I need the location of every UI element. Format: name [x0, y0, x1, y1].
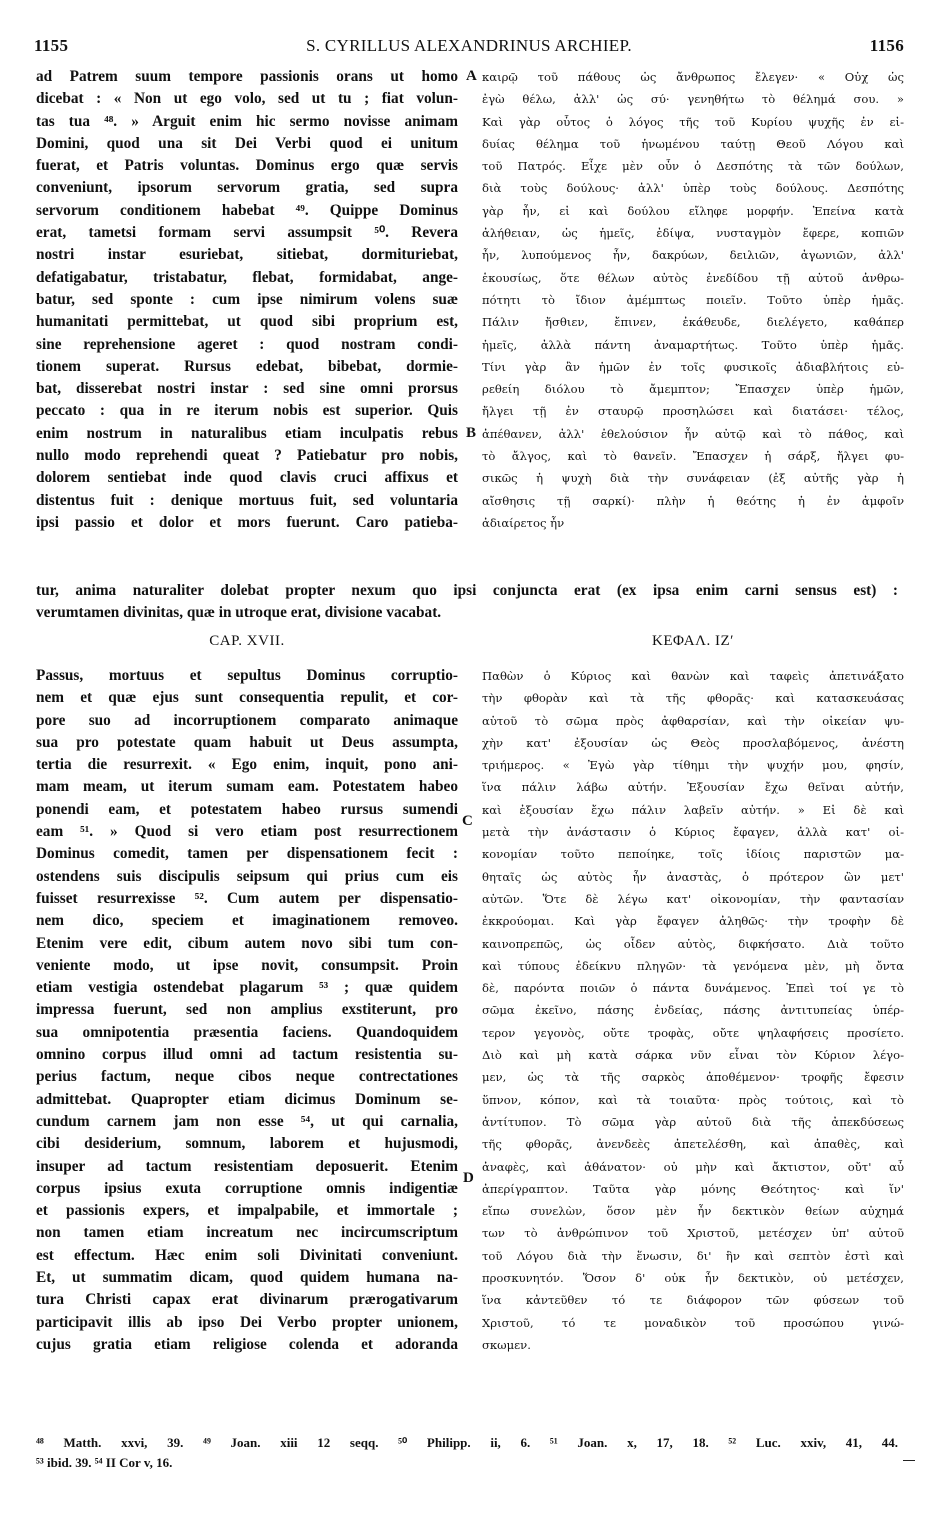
greek-text-line: χὴν κατ' ἐξουσίαν ὡς Θεὸς προσλαβόμενος, ἀνέστη	[482, 735, 904, 750]
greek-text-line: ἀναφὲς, καὶ ἀθάνατον· οὐ μὴν καὶ ἄκτιστον, οὔτ' αὖ	[482, 1159, 904, 1174]
greek-text-line: δυίας θέλημα τοῦ ἡνωμένου ταύτῃ Θεοῦ Λόγου καὶ	[482, 136, 904, 151]
greek-text-line: ἀπερίγραπτον. Ταῦτα γὰρ μόνης Θεότητος· καὶ ἵν'	[482, 1181, 904, 1196]
greek-text-line: εἴπω συνελὼν, ὅσον μὲν ἦν δεκτικὸν θείων αὐχημά	[482, 1204, 904, 1219]
latin-text-line: tionem superat. Rursus edebat, bibebat, dormie-	[36, 357, 458, 375]
latin-text-line: bat, disserebat nostri instar : sed sine omni prorsus	[36, 380, 458, 398]
latin-text-line: non tamen etiam increatum nec incircumscriptum	[36, 1224, 458, 1242]
latin-text-line: Etenim vere edit, cibum autem novo sibi tum con-	[36, 934, 458, 952]
latin-text-line: tertia die resurrexit. « Ego enim, inquit, pono ani-	[36, 756, 458, 774]
latin-text-line: Dominus comedit, tamen per dispensationem fecit :	[36, 845, 458, 863]
latin-text-line: batur, sed sponte : cum ipse nimirum volens suæ	[36, 290, 458, 308]
latin-text-line: ad Patrem suum tempore passionis orans ut homo	[36, 68, 458, 85]
greek-text-line: Παθὼν ὁ Κύριος καὶ θανὼν καὶ ταφεὶς ἀπετινάξατο	[482, 669, 904, 683]
greek-text-line: Διὸ καὶ μὴ κατὰ σάρκα νῦν εἶναι τὸν Κύριον λέγο-	[482, 1048, 904, 1063]
greek-text-line: τερον γεγονὸς, οὔτε τροφὰς, οὔτε ψηλαφήσεις προσίετο.	[482, 1025, 904, 1040]
greek-text-line: καιρῷ τοῦ πάθους ὡς ἄνθρωπος ἔλεγεν· « Οὐχ ὡς	[482, 70, 904, 84]
greek-text-line: τοῦ Λόγου διὰ τὴν ἕνωσιν, δι' ἣν καὶ σεπτὸν ἐστὶ καὶ	[482, 1248, 904, 1263]
margin-marker-d: D	[463, 1170, 474, 1186]
latin-text-line: defatigabatur, tristabatur, flebat, formidabat, ange-	[36, 268, 458, 286]
greek-text-line: των τὸ ἀνθρώπινον τοῦ Χριστοῦ, μετέσχεν ὑπ' αὐτοῦ	[482, 1226, 904, 1241]
greek-text-line: ἵνα κἀντεῦθεν τό τε διάφορον τῶν φύσεων τοῦ	[482, 1293, 904, 1308]
greek-text-line: καινοπρεπῶς, ὡς οἶδεν αὐτὸς, διφκήσατο. Διὰ τοῦτο	[482, 936, 904, 951]
greek-text-line: Πάλιν ἤσθιεν, ἔπινεν, ἐκάθευδε, διελέγετο, καθάπερ	[482, 315, 904, 330]
greek-text-line: σῶμα ἐκεῖνο, πάσης ἐνδείας, πάσης ἀντιτυπείας ὑπέρ-	[482, 1003, 904, 1018]
greek-text-line: τὴν φθορὰν καὶ τὰ τῆς φθορᾶς· καὶ κατασκευάσας	[482, 691, 904, 706]
greek-text-line: ἡμεῖς, ἀλλὰ πάντη ἀναμαρτήτως. Τοῦτο ὑπὲρ ἡμᾶς.	[482, 337, 904, 352]
greek-text-line: ἵνα πάλιν λάβω αὐτήν. Ἐξουσίαν ἔχω θεῖναι αὐτήν,	[482, 780, 904, 795]
footer-dash	[903, 1460, 915, 1461]
latin-text-line: pore suo ad incorruptionem comparato animaque	[36, 711, 458, 729]
latin-text-line: ponendi eam, et potestatem habeo rursus sumendi	[36, 800, 458, 818]
latin-text-line: insuper ad tactum resistentiam deposuerit. Etenim	[36, 1157, 458, 1175]
running-header	[34, 36, 904, 56]
greek-text-line: διὰ τοὺς δούλους· ἀλλ' ὑπὲρ τοὺς δούλους. Δεσπότης	[482, 181, 904, 196]
footnotes	[36, 1433, 898, 1473]
greek-text-line: μετὰ τὴν ἀνάστασιν ὁ Κύριος ἔφαγεν, ἀλλὰ κατ' οἰ-	[482, 825, 904, 840]
latin-text-line: nem dico, speciem et imaginationem removeo.	[36, 912, 458, 930]
latin-text-line: mam meam, ut iterum sumam eam. Potestatem habeo	[36, 778, 458, 796]
latin-text-line: enim nostrum in naturalibus etiam inculpatis rebus	[36, 424, 458, 442]
greek-text-line: αἴσθησις τῇ σαρκί)· πλὴν ἡ θεότης ἡ ἐν ἀμφοῖν	[482, 493, 904, 508]
latin-text-line: erat, tametsi formam servi assumpsit ⁵⁰. Revera	[36, 224, 458, 242]
greek-text-line: ἐκκρούομαι. Καὶ γὰρ ἔφαγεν ἀληθῶς· τὴν τροφὴν δὲ	[482, 914, 904, 929]
greek-text-line: καὶ τύπους ἐδείκνυ πληγῶν· τὰ γενόμενα μὲν, μὴ ὄντα	[482, 958, 904, 973]
latin-column-top	[36, 66, 458, 534]
latin-text-line: tas tua ⁴⁸. » Arguit enim hic sermo novisse animam	[36, 112, 458, 130]
latin-text-line: ostendens suis discipulis seipsum qui prius cum eis	[36, 867, 458, 885]
greek-text-line: ἀντίτυπον. Τὸ σῶμα γὰρ αὐτοῦ διὰ τῆς ἀπεκδύσεως	[482, 1114, 904, 1129]
greek-text-line: ἀδιαίρετος ἦν	[482, 515, 565, 530]
latin-text-line: corpus ipsius exuta corruptione omnis indigentiæ	[36, 1179, 458, 1197]
latin-text-line: cundum carnem jam non esse ⁵⁴, ut qui carnalia,	[36, 1112, 458, 1130]
latin-text-line: etiam vestigia ostendebat plagarum ⁵³ ; quæ quidem	[36, 979, 458, 997]
latin-continuation-full	[36, 580, 898, 625]
greek-text-line: κονομίαν τοῦτο πεποίηκε, τοῖς ἰδίοις παριστῶν μα-	[482, 847, 904, 862]
latin-text-line: conveniunt, ipsorum servorum gratia, sed supra	[36, 179, 458, 197]
latin-text-line: fuerat, et Patris voluntas. Dominus ergo quæ servis	[36, 157, 458, 175]
latin-text-line: sine reprehensione ageret : quod nostram condi-	[36, 335, 458, 353]
latin-text-line: dolorem sentiebat inde quod clavis cruci affixus et	[36, 469, 458, 487]
latin-text-line: distentus fuit : denique mortuus fuit, sed voluntaria	[36, 491, 458, 509]
chapter-heading-latin: CAP. XVII.	[209, 633, 285, 649]
greek-text-line: πότητι τὸ ἴδιον ἀμέμπτως ποιεῖν. Τοῦτο ὑπὲρ ἡμᾶς.	[482, 292, 904, 307]
greek-text-line: γὰρ ἦν, εἰ καὶ δούλου εἴληφε μορφήν. Ἐπείνα κατὰ	[482, 203, 904, 218]
greek-text-line: Καὶ γὰρ οὗτος ὁ λόγος τῆς τοῦ Κυρίου ψυχῆς ἐν εἰ-	[482, 114, 904, 129]
greek-text-line: θηταῖς ὡς αὐτὸς ἦν ἀναστὰς, ὁ πρότερον ὢν μετ'	[482, 869, 904, 884]
margin-marker-b: B	[466, 425, 477, 441]
latin-text-line: sua omnipotentia præsentia faciens. Quandoquidem	[36, 1023, 458, 1041]
greek-text-line: Τίνι γὰρ ἂν ἡμῶν ἐν τοῖς φυσικοῖς ἀδιαβλήτοις εὑ-	[482, 359, 904, 374]
latin-column-bottom	[36, 665, 458, 1356]
greek-text-line: σικῶς ἡ ψυχὴ διὰ τὴν συνάφειαν (ἐξ αὐτῆς γὰρ ἡ	[482, 471, 904, 486]
footnote-line: ⁴⁸ Matth. xxvi, 39. ⁴⁹ Joan. xiii 12 seqq. ⁵⁰ Philipp. ii, 6. ⁵¹ Joan. x, 17, 18. ⁵² Luc. xxiv, 41, 44.	[36, 1435, 898, 1450]
greek-text-line: ρεθείη διόλου τὸ ἄμεμπτον; Ἔπασχεν ὑπὲρ ἡμῶν,	[482, 382, 904, 397]
margin-marker-c: C	[462, 813, 473, 829]
latin-text-line: ipsi passio et dolor et mors fuerunt. Caro patieba-	[36, 513, 458, 531]
page-number-left: 1155	[34, 36, 69, 55]
latin-text-line: nullo modo reprehendi queat ? Patiebatur pro nobis,	[36, 447, 458, 465]
greek-text-line: ἀλήθειαν, ὡς ἡμεῖς, ἐδίψα, νυσταγμὸν ἔφερε, κοπιῶν	[482, 226, 904, 241]
latin-text-line: Passus, mortuus et sepultus Dominus corruptio-	[36, 667, 458, 684]
latin-text-line: sua pro potestate quam habuit ut Deus assumpta,	[36, 733, 458, 751]
latin-text-line: participavit illis ab ipso Dei Verbo propter unionem,	[36, 1313, 458, 1331]
latin-text-line: verumtamen divinitas, quæ in utroque erat, divisione vacabat.	[36, 604, 442, 622]
latin-text-line: et passionis expers, et impalpabile, et immortale ;	[36, 1202, 458, 1220]
latin-text-line: omnino corpus illud omni ad tactum resistentia su-	[36, 1046, 458, 1064]
greek-text-line: αὑτοῦ τὸ σῶμα πρὸς ἀφθαρσίαν, καὶ τὴν οἰκείαν ψυ-	[482, 713, 904, 728]
greek-text-line: καὶ ἐξουσίαν ἔχω πάλιν λαβεῖν αὐτήν. » Εἰ δὲ καὶ	[482, 802, 904, 817]
latin-text-line: tur, anima naturaliter dolebat propter nexum quo ipsi conjuncta erat (ex ipsa enim carni sensus est) :	[36, 582, 898, 599]
greek-text-line: προσκυνητόν. Ὅσον δ' οὐκ ἦν δεκτικὸν, οὐ μετέσχεν,	[482, 1271, 904, 1286]
greek-text-line: ἑκουσίως, ὅτε θέλων αὐτὸς ἐνεδίδου τῇ αὐτοῦ ἀνθρω-	[482, 270, 904, 285]
latin-text-line: admittebat. Quapropter etiam dicimus Dominum se-	[36, 1090, 458, 1108]
greek-text-line: τὸ ἄλγος, καὶ τὸ θανεῖν. Ἔπασχεν ἡ σάρξ, ἤλγει φυ-	[482, 449, 904, 464]
greek-text-line: ἀπέθανεν, ἀλλ' ἐθελούσιον ἦν αὐτῷ καὶ τὸ πάθος, καὶ	[482, 426, 904, 441]
greek-text-line: ὕπνον, κόπον, καὶ τὰ τοιαῦτα· πρὸς τούτοις, καὶ τὸ	[482, 1092, 904, 1107]
greek-text-line: ἤλγει τῇ ἐν σταυρῷ προσηλώσει καὶ διατάσει· τέλος,	[482, 404, 904, 419]
greek-text-line: μεν, ὡς τὰ τῆς σαρκὸς ἀποθέμενον· τροφῆς ἔφεσιν	[482, 1070, 904, 1085]
running-title: S. CYRILLUS ALEXANDRINUS ARCHIEP.	[306, 36, 632, 55]
greek-text-line: δὲ, παρόντα ποιῶν ὁ πάντα δυνάμενος. Ἐπεὶ τοί γε τὸ	[482, 981, 904, 996]
greek-text-line: σκωμεν.	[482, 1337, 531, 1352]
latin-text-line: dicebat : « Non ut ego volo, sed ut tu ; fiat volun-	[36, 90, 458, 108]
latin-text-line: cujus gratia etiam religiose colenda et adoranda	[36, 1335, 458, 1353]
chapter-heading-greek: ΚΕΦΑΛ. ΙΖʹ	[652, 633, 734, 649]
latin-text-line: nostri instar esuriebat, sitiebat, dormituriebat,	[36, 246, 458, 264]
page-number-right: 1156	[869, 36, 904, 55]
latin-text-line: est effectum. Hæc enim soli Divinitati conveniunt.	[36, 1246, 458, 1264]
greek-column-top	[482, 66, 904, 534]
greek-column-bottom	[482, 665, 904, 1356]
latin-text-line: fuisset resurrexisse ⁵². Cum autem per dispensatio-	[36, 889, 458, 907]
margin-marker-a: A	[466, 68, 477, 84]
greek-text-line: ἦν, λυπούμενος ἦν, δακρύων, δειλιῶν, ἀγωνιῶν, ἀλλ'	[482, 248, 904, 263]
greek-text-line: τῆς φθορᾶς, ἀνενδεὲς ἀπετελέσθη, καὶ ἀπαθὲς, καὶ	[482, 1137, 904, 1152]
latin-text-line: Domini, quod una sit Dei Verbi quod ei unitum	[36, 134, 458, 152]
latin-text-line: nem et quæ ejus sunt consequentia repulit, et cor-	[36, 689, 458, 707]
greek-text-line: ἐγὼ θέλω, ἀλλ' ὡς σύ· γενηθήτω τὸ θέλημά σου. »	[482, 92, 904, 107]
footnote-line: ⁵³ ibid. 39. ⁵⁴ II Cor v, 16.	[36, 1455, 173, 1470]
latin-text-line: eam ⁵¹. » Quod si vero etiam post resurrectionem	[36, 823, 458, 841]
latin-text-line: cibi desiderium, somnum, laborem et hujusmodi,	[36, 1135, 458, 1153]
latin-text-line: tura Christi capax erat divinarum prærogativarum	[36, 1291, 458, 1309]
greek-text-line: τοῦ Πατρός. Εἶχε μὲν οὖν ὁ Δεσπότης τὰ τῶν δούλων,	[482, 159, 904, 174]
latin-text-line: veniente modo, ut ipse novit, consumpsit. Proin	[36, 956, 458, 974]
latin-text-line: humanitati permittebat, ut quod sibi proprium est,	[36, 313, 458, 331]
greek-text-line: τριήμερος. « Ἐγὼ γὰρ τίθημι τὴν ψυχήν μου, φησίν,	[482, 758, 904, 773]
greek-text-line: Χριστοῦ, τό τε μοναδικὸν τοῦ προσώπου γινώ-	[482, 1315, 904, 1330]
latin-text-line: Et, ut summatim dicam, quod quidem humana na-	[36, 1269, 458, 1287]
latin-text-line: perius factum, neque cibos neque contrectationes	[36, 1068, 458, 1086]
latin-text-line: servorum conditionem habebat ⁴⁹. Quippe Dominus	[36, 201, 458, 219]
latin-text-line: impressa fuerunt, sed non amplius exstiterunt, pro	[36, 1001, 458, 1019]
greek-text-line: αὐτῶν. Ὅτε δὲ λέγω κατ' οἰκονομίαν, τὴν φαντασίαν	[482, 891, 904, 906]
latin-text-line: peccato : qua in re iterum nobis est superior. Quis	[36, 402, 458, 420]
